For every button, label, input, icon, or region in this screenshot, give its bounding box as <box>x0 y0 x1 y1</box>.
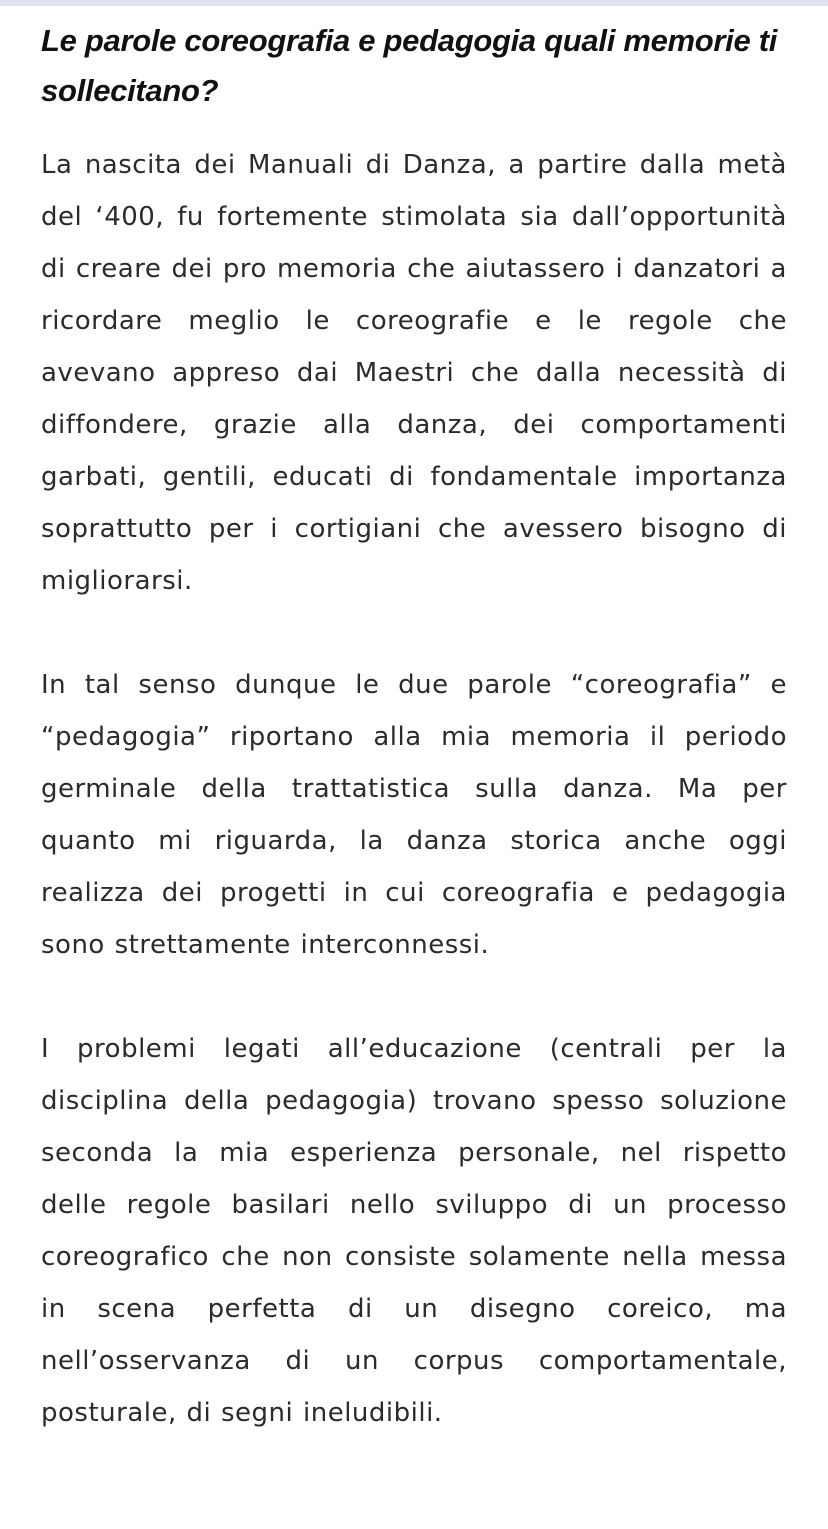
interview-question: Le parole coreografia e pedagogia quali memorie ti sollecitano? <box>41 23 778 108</box>
article-body <box>41 16 787 1491</box>
top-divider-strip <box>0 0 828 6</box>
answer-paragraph-2: In tal senso dunque le due parole “coreografia” e “pedagogia” riportano alla mia memoria il periodo germinale della trattatistica sulla danza. Ma per quanto mi riguarda, la danza storica anche oggi realizza dei progetti in cui coreografia e pedagogia sono strettamente interconnessi. <box>41 670 787 960</box>
answer-paragraph-3: I problemi legati all’educazione (centrali per la disciplina della pedagogia) trovano spesso soluzione seconda la mia esperienza personale, nel rispetto delle regole basilari nello sviluppo di un processo coreografico che non consiste solamente nella messa in scena perfetta di un disegno coreico, ma nell’osservanza di un corpus comportamentale, posturale, di segni ineludibili. <box>41 1034 787 1428</box>
answer-paragraph-1: La nascita dei Manuali di Danza, a partire dalla metà del ‘400, fu fortemente stimolata sia dall’opportunità di creare dei pro memoria che aiutassero i danzatori a ricordare meglio le coreografie e le regole che avevano appreso dai Maestri che dalla necessità di diffondere, grazie alla danza, dei comportamenti garbati, gentili, educati di fondamentale importanza soprattutto per i cortigiani che avessero bisogno di migliorarsi. <box>41 150 787 596</box>
